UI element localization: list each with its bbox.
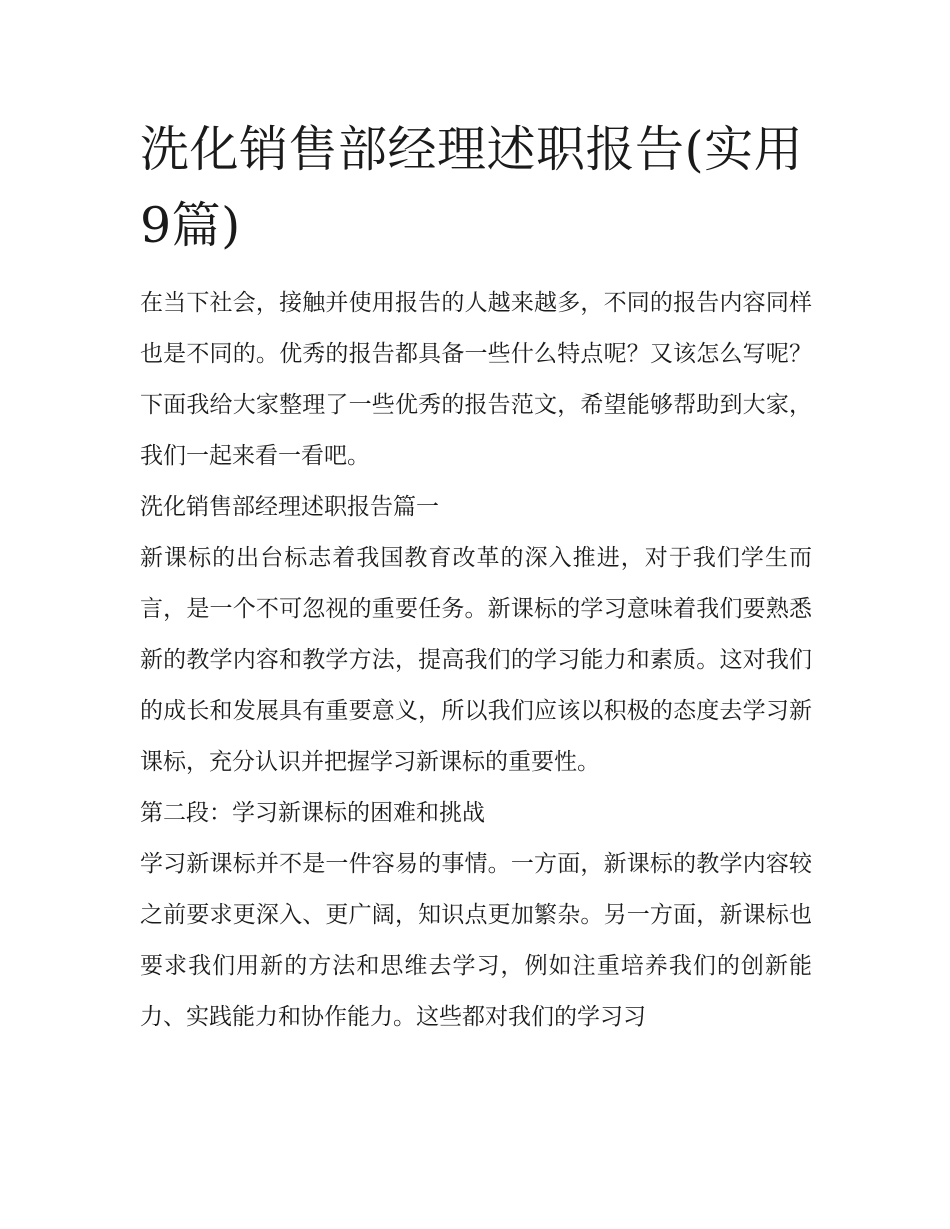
document-title: 洗化销售部经理述职报告(实用9篇) xyxy=(140,121,804,254)
body-paragraph: 新课标的出台标志着我国教育改革的深入推进，对于我们学生而言，是一个不可忽视的重要任务。新课标的学习意味着我们要熟悉新的教学内容和教学方法，提高我们的学习能力和素质。这对我们的成长和发展具有重要意义，所以我们应该以积极的态度去学习新课标，充分认识并把握学习新课标的重要性。 xyxy=(140,545,812,775)
subsection-heading: 第二段：学习新课标的困难和挑战 xyxy=(140,800,485,826)
document-page xyxy=(140,112,812,1043)
section-heading: 洗化销售部经理述职报告篇一 xyxy=(140,494,439,520)
intro-paragraph: 在当下社会，接触并使用报告的人越来越多，不同的报告内容同样也是不同的。优秀的报告都具备一些什么特点呢？又该怎么写呢？下面我给大家整理了一些优秀的报告范文，希望能够帮助到大家，我们一起来看一看吧。 xyxy=(140,290,812,469)
body-paragraph: 学习新课标并不是一件容易的事情。一方面，新课标的教学内容较之前要求更深入、更广阔，知识点更加繁杂。另一方面，新课标也要求我们用新的方法和思维去学习，例如注重培养我们的创新能力、实践能力和协作能力。这些都对我们的学习习 xyxy=(140,851,812,1030)
